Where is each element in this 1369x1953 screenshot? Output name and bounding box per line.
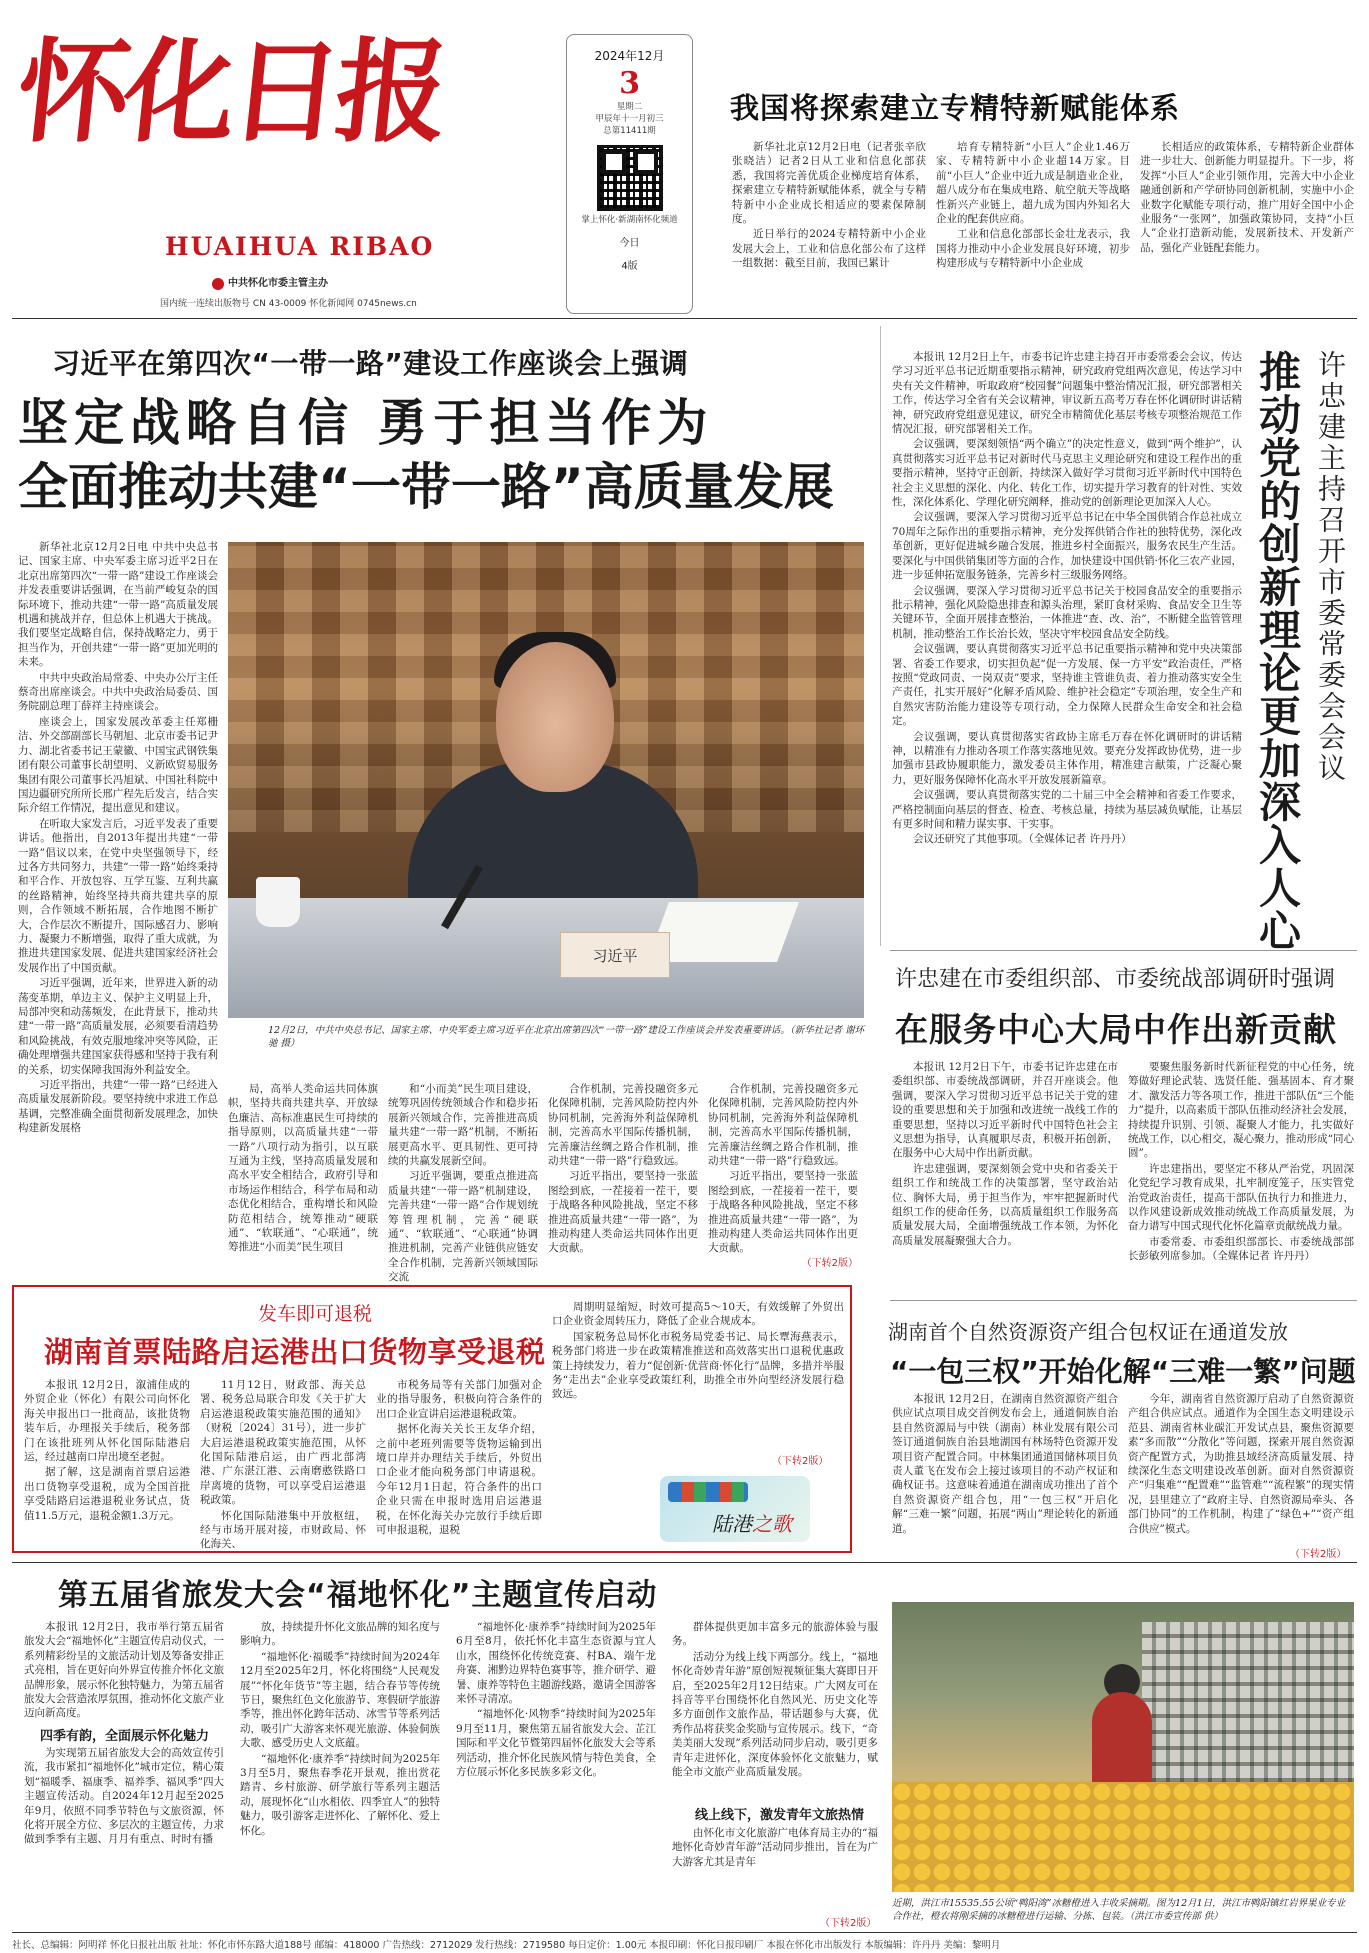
top-story-headline[interactable]: 我国将探索建立专精特新赋能体系 [730, 91, 1181, 125]
tax-story-col-1: 本报讯 12月2日，溆浦佳成的外贸企业（怀化）有限公司向怀化海关申报出口一批商品，该批货物装车后，办理报关手续后，税务部门在该批班列从怀化国际陆港启运，经过越南口岸出境至老挝。 据了解，这是湖南首票启运港出口货物享受退税，成为全国首批享受陆路启运港退税业务试点，货值11.5万元，退税金额1.3万元。 [24, 1379, 190, 1522]
land-story-kicker: 湖南首个自然资源资产组合包权证在通道发放 [888, 1320, 1288, 1344]
lead-photo [228, 542, 864, 1018]
tax-story-headline[interactable]: 湖南首票陆路启运港出口货物享受退税 [44, 1335, 546, 1369]
footer: 社长、总编辑：阿明祥 怀化日报社出版 社址：怀化市怀东路大道188号 邮编：418000 广告热线：2712029 发行热线：2719580 每日定价：1.00元 本报印刷：怀化日报印刷厂 本报在怀化市出版发行 本版编辑：许丹丹 美编：黎明月 [12, 1932, 1357, 1951]
top-story-col-1: 新华社北京12月2日电（记者张辛欣 张晓洁）记者2日从工业和信息化部获悉，我国将完善优质企业梯度培育体系，探索建立专精特新赋能体系，就全与专精特新中小企业成长相适应的要素保障制度。 近日举行的2024专精特新中小企业发展大会上，工业和信息化部公布了这样一组数据：截至目前，我国已累计 [732, 141, 926, 270]
tour-continued-link[interactable]: （下转2版） [820, 1918, 877, 1929]
date-year-month: 2024年12月 [594, 49, 665, 63]
tour-story-headline[interactable]: 第五届省旅发大会“福地怀化”主题宣传启动 [58, 1578, 658, 1613]
party-emblem-icon [212, 278, 224, 290]
land-story-headline[interactable]: “一包三权”开始化解“三难一繁”问题 [890, 1355, 1356, 1388]
lead-story-col-5-text: 合作机制，完善投融资多元化保障机制，完善风险防控内外协同机制，完善海外利益保障机制，完善高水平国际传播机制，完善廉洁丝绸之路合作机制，推动共建“一带一路”行稳致远。 习近平指出，要坚持一张蓝图绘到底，一茬接着一茬干，要于战略各种风险挑战，坚定不移推进高质量共建“一带一路”，为推动构建人类命运共同体作出更大贡献。 [708, 1083, 858, 1255]
lead-continued-link[interactable]: （下转2版） [801, 1258, 858, 1269]
badge-text-a: 陆港 [712, 1512, 752, 1536]
tour-story-col-1b: 为实现第五届省旅发大会的高效宣传引流，我市紧扣“福地怀化”城市定位，精心策划“福暖季、福康季、福养季、福风季”四大主题宣传活动。自2024年12月起至2025年9月，依照不同季节特色与文旅资源，怀化将开展全方位、多层次的主题宣传，力求做到季季有主题、月月有重点、时时有播 [24, 1747, 224, 1846]
today-pages: 4版 [621, 261, 638, 272]
lead-story-headline-2[interactable]: 全面推动共建“一带一路”高质量发展 [18, 458, 834, 516]
masthead-info: 国内统一连续出版物号 CN 43-0009 怀化新闻网 0745news.cn [160, 299, 417, 309]
tour-story-col-4: 群体提供更加丰富多元的旅游体验与服务。 活动分为线上线下两部分。线上，“福地怀化奇妙青年游”原创短视频征集大赛即日开启，至2025年2月12日结束。广大网友可在抖音等平台围绕怀化自然风光、历史文化等多方面创作文旅作品，带话题参与大赛，优秀作品将获奖金奖励与宣传展示。线下，“奇美美丽大发现”系列活动同步启动，吸引更多青年走进怀化，深度体验怀化文旅魅力，赋能全市文旅产业高质量发展。 [672, 1621, 878, 1779]
lead-story-col-3: 和“小而美”民生项目建设，统筹巩固传统领域合作和稳步拓展新兴领域合作，完善推进高质量共建“一带一路”机制，不断拓展更高水平、更具韧性、更可持续的共赢发展新空间。 习近平强调，要重点推进高质量共建“一带一路”机制建设，完善共建“一带一路”合作规划统筹管理机制，完善“硬联通”、“软联通”、“心联通”协调推进机制，完善产业链供应链安全合作机制，完善新兴领域国际交流 [388, 1083, 538, 1284]
date-lunar: 甲辰年十一月初三 [595, 114, 664, 124]
orange-photo-caption: 近期，洪江市15535.55公顷“鸭阳湾”冰糖橙进入丰收采摘期。图为12月1日，洪江市鸭阳镇红岩界果业专业合作社，橙农将刚采摘的冰糖橙进行运输、分拣、包装。（洪江市委宣传部 供） [892, 1898, 1346, 1922]
top-story-col-3: 长相适应的政策体系，专精特新企业群体进一步壮大、创新能力明显提升。下一步，将发挥“小巨人”企业引领作用，完善大中小企业融通创新和产学研协同创新机制，实施中小企业数字化赋能专项行动，推广用好全国中小企业服务“一张网”，加强政策协同，支持“小巨人”企业打造新动能，发展新技术、开发新产品，强化产业链配套能力。 [1140, 141, 1354, 254]
photo-nameplate: 习近平 [560, 932, 670, 978]
tax-story-col-3: 市税务局等有关部门加强对企业的指导服务，积极向符合条件的出口企业宣讲启运港退税政策。 据怀化海关关长王友华介绍，之前中老班列需要等货物运输到出境口岸并办理结关手续后，外贸出口企业才能向税务部门申请退税。今年12月1日起，符合条件的出口企业只需在申报时选用启运港退税，在怀化海关办完放行手续后即可申报退税，退税 [376, 1379, 542, 1537]
tour-story-col-1: 本报讯 12月2日，我市举行第五届省旅发大会“福地怀化”主题宣传启动仪式，一系列精彩纷呈的文旅活动计划及筹备安排正式亮相，旨在更好向外界宣传推介怀化文旅品牌形象，展示怀化独特魅力，为第五届省旅发大会营造浓厚氛围，推动怀化文旅产业迈向新高度。 [24, 1621, 224, 1720]
lead-story-kicker: 习近平在第四次“一带一路”建设工作座谈会上强调 [52, 347, 689, 380]
date-weekday: 星期二 [616, 102, 643, 112]
qr-caption: 掌上怀化·新湖南怀化频道 [581, 215, 678, 225]
tax-continued-link[interactable]: （下转2版） [772, 1456, 829, 1467]
lead-story-col-1: 新华社北京12月2日电 中共中央总书记、国家主席、中央军委主席习近平2日在北京出席第四次“一带一路”建设工作座谈会并发表重要讲话强调，在当前严峻复杂的国际环境下，推动共建“一带一路”高质量发展机遇和挑战并存，但总体上机遇大于挑战。我们要坚定战略自信，保持战略定力，勇于担当作为，开创共建“一带一路”更加光明的未来。 中共中央政治局常委、中央办公厅主任蔡奇出席座谈会。中共中央政治局委员、国务院副总理丁薛祥主持座谈会。 座谈会上，国家发展改革委主任郑栅洁、外交部副部长马朝旭、北京市委书记尹力、湖北省委书记王蒙徽、中国宝武钢铁集团有限公司董事长胡望明、义新欧贸易服务集团有限公司董事长冯旭斌、中国社科院中国边疆研究所所长邢广程先后发言，结合实际介绍工作情况，提出意见和建议。 在听取大家发言后，习近平发表了重要讲话。他指出，自2013年提出共建“一带一路”倡议以来，在党中央坚强领导下，经过各方共同努力，共建“一带一路”始终秉持和平合作、开放包容、互学互鉴、互利共赢的丝路精神，始终坚持共商共建共享的原则，合作领域不断拓展，合作地图不断扩大，合作层次不断提升，国际感召力、影响力、凝聚力不断增强，取得了重大成就，为推进共建国家发展、促进共建国家经济社会发展作出了中国贡献。 习近平强调，近年来，世界进入新的动荡变革期，单边主义、保护主义明显上升，局部冲突和动荡频发，在此背景下，推动共建“一带一路”高质量发展，必须要看清趋势和风险挑战，有效克服地缘冲突等风险，正确处理增强共建国家获得感和坚持于我有利的关系，切实保障我国海外利益安全。 习近平指出，共建“一带一路”已经进入高质量发展新阶段。要坚持统中求进工作总基调，完整准确全面贯彻新发展理念，加快构建新发展格 [18, 541, 218, 1135]
masthead-org-text: 中共怀化市委主管主办 [228, 278, 328, 289]
date-issue: 总第11411期 [603, 126, 656, 136]
org-story-headline[interactable]: 在服务中心大局中作出新贡献 [895, 1010, 1337, 1049]
lead-story-headline-1[interactable]: 坚定战略自信 勇于担当作为 [18, 394, 714, 452]
tax-story-kicker: 发车即可退税 [258, 1303, 373, 1325]
org-story-col-1: 本报讯 12月2日下午，市委书记许忠建在市委组织部、市委统战部调研，并召开座谈会。他强调，要深入学习贯彻习近平总书记关于党的建设的重要思想和关于加强和改进统一战线工作的重要思想，坚持以习近平新时代中国特色社会主义思想为指导，认真履职尽责，积极开拓创新，在服务中心大局中作出新贡献。 许忠建强调，要深刻领会党中央和省委关于组织工作和统战工作的决策部署，坚守政治站位、胸怀大局，勇于担当作为，牢牢把握新时代组织工作的使命任务，以高质量组织工作服务高质量发展大局，全面增强统战工作本领，为怀化高质量发展凝聚强大合力。 [892, 1061, 1118, 1247]
divider [12, 318, 1357, 319]
badge-text-b: 之歌 [752, 1512, 792, 1536]
divider [12, 1562, 1357, 1563]
today-label: 今日 [619, 238, 640, 249]
lead-story-col-2: 局，高举人类命运共同体旗帜，坚持共商共建共享、开放绿色廉洁、高标准惠民生可持续的指导原则，以高质量共建“一带一路”八项行动为指引，以互联互通为主线，坚持高质量发展和高水平安全相结合，政府引导和市场运作相结合，科学布局和动态优化相结合，重构增长和风险防范相结合，统筹推动“硬联通”、“软联通”、“心联通”，统筹推进“小而美”民生项目 [228, 1083, 378, 1254]
land-story-col-2: 今年，湖南省自然资源厅启动了自然资源资产组合供应试点。通道作为全国生态文明建设示范县、湖南省林业碳汇开发试点县，聚焦资源要素“多而散”“分散化”等问题，探索开展自然资源资产配置方式，为助推县域经济高质量发展、持续深化生态文明建设改革创新。面对自然资源资产“归集难”“配置难”“监管难”“流程繁”的现实情况，县里建立了“政府主导、自然资源局牵头、各部门协同”的工作机制，构建了“绿色+”“资产组合供应”模式。 [1128, 1393, 1354, 1535]
tour-story-col-3: “福地怀化·康养季”持续时间为2025年6月至8月，依托怀化丰富生态资源与宜人山水，围绕怀化传统竞赛、村BA、端午龙舟赛、湘黔边界特色赛事等，推介研学、避暑、康养等特色主题游线路，邀请全国游客来怀寻清凉。 “福地怀化·风物季”持续时间为2025年9月至11月，聚焦第五届省旅发大会、芷江国际和平文化节暨第四届怀化旅发大会等系列活动，推介怀化民族风情与特色美食，全方位展示怀化多民族多彩文化。 [456, 1621, 656, 1779]
land-story-col-1: 本报讯 12月2日，在湖南自然资源资产组合供应试点项目成交首例发布会上，通道侗族自治县自然资源局与中铁（湖南）林业发展有限公司签订通道侗族自治县地湖国有林场特色资源开发项目资产配置合同。中林集团通道国储林项目负责人董飞在发布会上接过该项目的不动产权证和确权证书。这意味着通道在湖南成功推出了首个自然资源资产组合包，用“一包三权”开启化解“三难一繁”问题，拓展“两山”理论转化的新通道。 [892, 1393, 1118, 1535]
right-story-vertical-headline[interactable]: 推动党的创新理论更加深入人心 [1253, 350, 1302, 952]
tour-story-col-2: 放，持续提升怀化文旅品牌的知名度与影响力。 “福地怀化·福暖季”持续时间为2024年12月至2025年2月，怀化将围绕“人民观发展”“怀化年货节”等主题，结合春节等传统节日，聚焦红色文化旅游节、寒假研学旅游季等，推出怀化跨年活动、冰雪节等系列活动，吸引广大游客来怀观光旅游、体验侗族大歌、感受历史人文底蕴。 “福地怀化·康养季”持续时间为2025年3月至5月，聚焦春季花开景观，推出赏花踏青、乡村旅游、研学旅行等系列主题活动，展现怀化“山水相依、四季宜人”的独特魅力，吸引游客走进怀化、了解怀化、爱上怀化。 [240, 1621, 440, 1837]
tax-story-col-4: 周期明显缩短，时效可提高5～10天，有效缓解了外贸出口企业资金周转压力，降低了企业合规成本。 国家税务总局怀化市税务局党委书记、局长覃海燕表示，税务部门将进一步在政策精准推送和高效落实出口退税优惠政策上持续发力，着力“促创新·优营商·怀化行”品牌，多措并举服务“走出去”企业享受政策红利，助推全市外向型经济发展行稳致远。 [552, 1301, 844, 1401]
tax-story-col-2: 11月12日，财政部、海关总署、税务总局联合印发《关于扩大启运港退税政策实施范围的通知》（财税〔2024〕31号），进一步扩大启运港退税政策实施范围，从怀化国际陆港启运，由广西北部湾港、广东湛江港、云南磨憨铁路口岸离境的货物，可以享受启运港退税政策。 怀化国际陆港集中开放枢纽，经与市场开展对接，市财政局、怀化海关、 [200, 1379, 366, 1551]
org-story-kicker: 许忠建在市委组织部、市委统战部调研时强调 [895, 967, 1336, 992]
right-story-vertical-kicker: 许忠建主持召开市委常委会会议 [1314, 350, 1347, 784]
masthead-pinyin: HUAIHUA RIBAO [165, 232, 435, 261]
masthead-org [212, 274, 328, 290]
column-divider [880, 326, 881, 946]
tour-subhead-1: 四季有韵，全面展示怀化魅力 [40, 1729, 210, 1744]
tour-subhead-2: 线上线下，激发青年文旅热情 [695, 1808, 865, 1823]
masthead-logo: 怀化日报 [11, 27, 449, 158]
date-box [566, 34, 693, 314]
divider [890, 1300, 1357, 1301]
lead-story-col-4: 合作机制，完善投融资多元化保障机制，完善风险防控内外协同机制，完善海外利益保障机制，完善高水平国际传播机制，完善廉洁丝绸之路合作机制，推动共建“一带一路”行稳致远。 习近平指出，要坚持一张蓝图绘到底，一茬接着一茬干，要于战略各种风险挑战，坚定不移推进高质量共建“一带一路”，为推动构建人类命运共同体作出更大贡献。 [548, 1083, 698, 1255]
land-continued-link[interactable]: （下转2版） [1290, 1549, 1347, 1560]
land-port-song-badge [660, 1476, 810, 1542]
top-story-col-2: 培育专精特新“小巨人”企业1.46万家、专精特新中小企业超14万家。目前“小巨人”企业中近九成是制造业企业，超八成分布在集成电路、航空航天等战略性新兴产业链上，超九成为国内外知名大企业的配套供应商。 工业和信息化部部长金壮龙表示，我国将力推动中小企业发展良好环境，初步构建形成与专精特新中小企业成 [936, 141, 1130, 270]
divider [890, 950, 1357, 951]
orange-harvest-photo [892, 1602, 1354, 1892]
lead-story-col-5 [708, 1082, 858, 1272]
qr-code-icon[interactable] [597, 145, 663, 211]
lead-photo-caption: 12月2日，中共中央总书记、国家主席、中央军委主席习近平在北京出席第四次“一带一路”建设工作座谈会并发表重要讲话。（新华社记者 谢环驰 摄） [268, 1025, 865, 1049]
date-day: 3 [619, 66, 640, 101]
org-story-col-2: 要聚焦服务新时代新征程党的中心任务，统筹做好理论武装、选贤任能、强基固本、育才聚才、激发活力等各项工作，推进干部队伍“三个能力”提升，以高素质干部队伍推动经济社会发展，持续提升识别、引领、凝聚人才能力，扎实做好统战工作，以心相交，凝心聚力，推动形成“同心圆”。 许忠建指出，要坚定不移从严治党，巩固深化党纪学习教育成果，扎牢制度笼子，压实管党治党政治责任，提高干部队伍执行力和推进力，以作风建设新成效推动统战工作高质量发展，为奋力谱写中国式现代化怀化篇章贡献统战力量。 市委常委、市委组织部部长、市委统战部部长彭敏列席参加。（全媒体记者 许丹丹） [1128, 1061, 1354, 1263]
tour-story-col-4b: 由怀化市文化旅游广电体育局主办的“福地怀化奇妙青年游”活动同步推出，旨在为广大游客尤其是青年 [672, 1827, 878, 1868]
right-story-body: 本报讯 12月2日上午，市委书记许忠建主持召开市委常委会会议，传达学习习近平总书记近期重要指示精神，研究政府党组两次意见，传达学习中央有关文件精神，听取政府“校园餐”问题集中整治情况汇报，研究部署相关工作，传达学习全省有关会议精神，审议新五高考万春在怀化调研时讲话精神，研究政府党组意见建议，研究全市精简优化基层考核专项整治规范工作情况汇报，研究部署相关工作。 会议强调，要深刻领悟“两个确立”的决定性意义，做到“两个维护”，认真贯彻落实习近平总书记对新时代马克思主义理论研究和建设工程作出的重要指示精神，坚持守正创新，持续深入做好学习贯彻习近平新时代中国特色社会主义思想的深化、内化、转化工作，切实提升学习教育的针对性、实效性，深化体系化、学理化研究阐释，推动党的创新理论更加深入人心。 会议强调，要深入学习贯彻习近平总书记在中华全国供销合作总社成立70周年之际作出的重要指示精神，充分发挥供销合作社的独特优势，深化改革创新，更好促进城乡融合发展，推进乡村全面振兴，服务农民生产生活。要深化与中国供销集团等方面的合作，加快建设中国供销·怀化三农产业园，进一步延伸拓宽服务链条，完善乡村三级服务网络。 会议强调，要深入学习贯彻习近平总书记关于校园食品安全的重要指示批示精神，强化风险隐患排查和源头治理，紧盯食材采购、食品安全卫生等关键环节，全面开展排查整治，一体推进“查、改、治”，不断健全监管管理机制，推动整治工作长治长效，坚决守牢校园食品安全防线。 会议强调，要认真贯彻落实习近平总书记重要指示精神和党中央决策部署、省委工作要求，切实担负起“促一方发展、保一方平安”政治责任，严格按照“党政同责、一岗双责”要求，坚持谁主管谁负责、着力推动落实安全生产责任，扎实开展好“化解矛盾风险、维护社会稳定”专项治理，安全生产和自然灾害防治能力建设等专项行动，全力保障人民群众生命安全和社会稳定。 会议强调，要认真贯彻落实省政协主席毛万春在怀化调研时的讲话精神，以精准有力推动各项工作落实落地见效。要充分发挥政协优势，进一步加强市县政协履职能力，激发委员主体作用，精准建言献策，广泛凝心聚力，更好服务保障怀化高水平开放发展新篇章。 会议强调，要认真贯彻落实党的二十届三中全会精神和省委工作要求，严格控制面向基层的督查、检查、考核总量，持续为基层减负赋能，让基层有更多时间和精力谋实事、干实事。 会议还研究了其他事项。（全媒体记者 许丹丹） [892, 351, 1242, 846]
train-icon [668, 1482, 748, 1502]
